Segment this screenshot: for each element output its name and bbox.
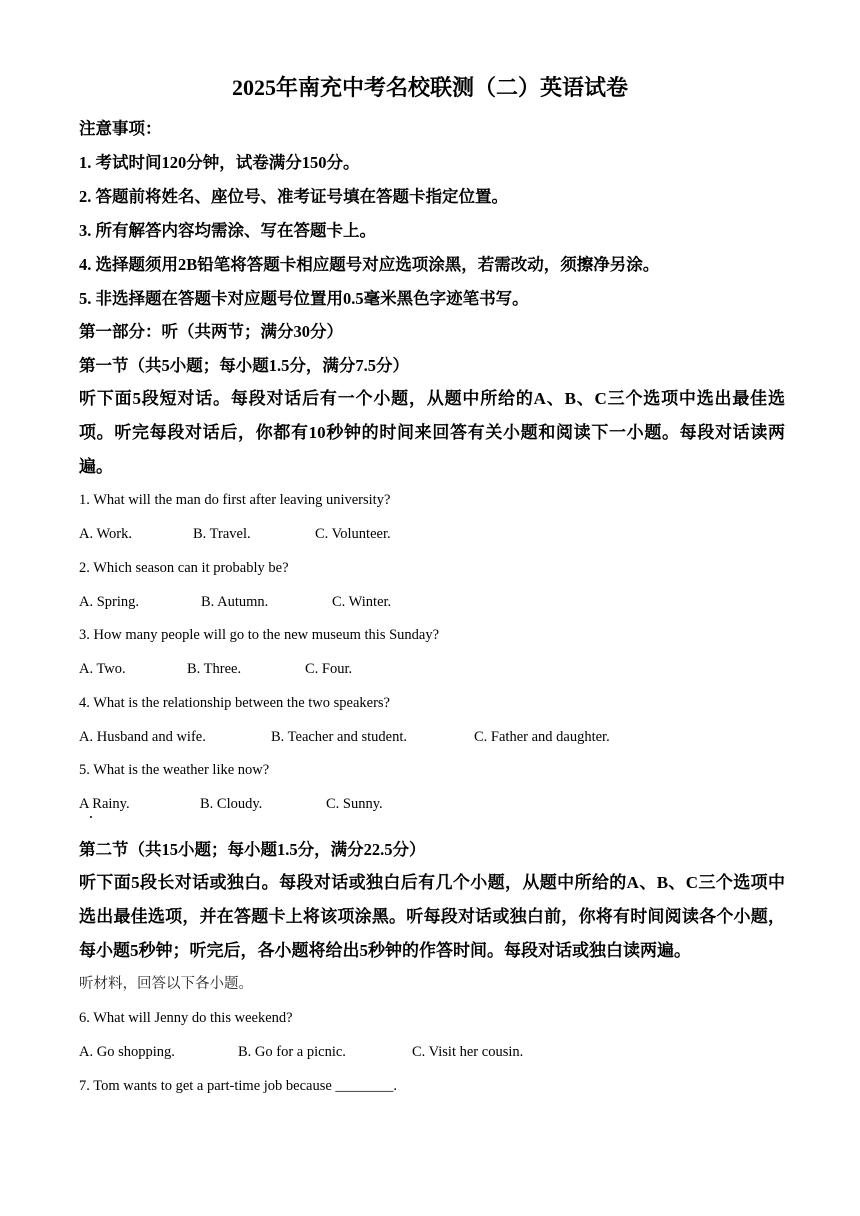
note-item: 3. 所有解答内容均需涂、写在答题卡上。: [79, 221, 376, 240]
option-a: A Rainy.: [79, 796, 130, 812]
question-text: 4. What is the relationship between the two speakers?: [79, 695, 390, 711]
option-a: A. Work.: [79, 526, 132, 542]
option-a: A. Two.: [79, 661, 126, 677]
option-c: C. Volunteer.: [315, 526, 391, 542]
question-text: 1. What will the man do first after leaving university?: [79, 492, 391, 508]
option-b: B. Travel.: [193, 526, 251, 542]
notes-heading: 注意事项：: [79, 119, 162, 138]
option-c: C. Four.: [305, 661, 353, 677]
section-instructions: 听下面5段短对话。每段对话后有一个小题，从题中所给的A、B、C三个选项中选出最佳选项。听完每段对话后，你都有10秒钟的时间来回答有关小题和阅读下一小题。每段对话读两遍。: [79, 389, 785, 476]
option-b: B. Teacher and student.: [271, 729, 408, 745]
listening-prompt: 听材料，回答以下各小题。: [79, 976, 253, 992]
section-heading: 第二节（共15小题；每小题1.5分，满分22.5分）: [79, 840, 426, 859]
section-heading: 第一节（共5小题；每小题1.5分，满分7.5分）: [79, 356, 409, 375]
question-text: 6. What will Jenny do this weekend?: [79, 1010, 293, 1026]
part-heading: 第一部分：听（共两节；满分30分）: [79, 322, 343, 341]
question-text: 5. What is the weather like now?: [79, 762, 270, 778]
option-c: C. Visit her cousin.: [412, 1044, 524, 1060]
option-a: A. Husband and wife.: [79, 729, 206, 745]
question-text: 7. Tom wants to get a part-time job because ________.: [79, 1078, 398, 1094]
option-b: B. Three.: [187, 661, 242, 677]
note-item: 4. 选择题须用2B铅笔将答题卡相应题号对应选项涂黑，若需改动，须擦净另涂。: [79, 255, 660, 274]
option-a: A. Go shopping.: [79, 1044, 175, 1060]
option-c: C. Sunny.: [326, 796, 383, 812]
note-item: 1. 考试时间120分钟，试卷满分150分。: [79, 153, 360, 172]
option-b: B. Go for a picnic.: [238, 1044, 346, 1060]
page-title: 2025年南充中考名校联测（二）英语试卷: [231, 75, 628, 100]
section-instructions: 听下面5段长对话或独白。每段对话或独白后有几个小题，从题中所给的A、B、C三个选项中选出最佳选项，并在答题卡上将该项涂黑。听每段对话或独白前，你将有时间阅读各个小题，每小题5秒钟；听完后，各小题将给出5秒钟的作答时间。每段对话或独白读两遍。: [79, 873, 785, 960]
question-text: 2. Which season can it probably be?: [79, 560, 289, 576]
option-b: B. Cloudy.: [200, 796, 263, 812]
note-item: 5. 非选择题在答题卡对应题号位置用0.5毫米黑色字迹笔书写。: [79, 289, 529, 308]
option-c: C. Father and daughter.: [474, 729, 610, 745]
option-b: B. Autumn.: [201, 594, 269, 610]
question-text: 3. How many people will go to the new museum this Sunday?: [79, 627, 440, 643]
stray-dot: [90, 816, 92, 818]
option-c: C. Winter.: [332, 594, 392, 610]
option-a: A. Spring.: [79, 594, 140, 610]
note-item: 2. 答题前将姓名、座位号、准考证号填在答题卡指定位置。: [79, 187, 508, 206]
